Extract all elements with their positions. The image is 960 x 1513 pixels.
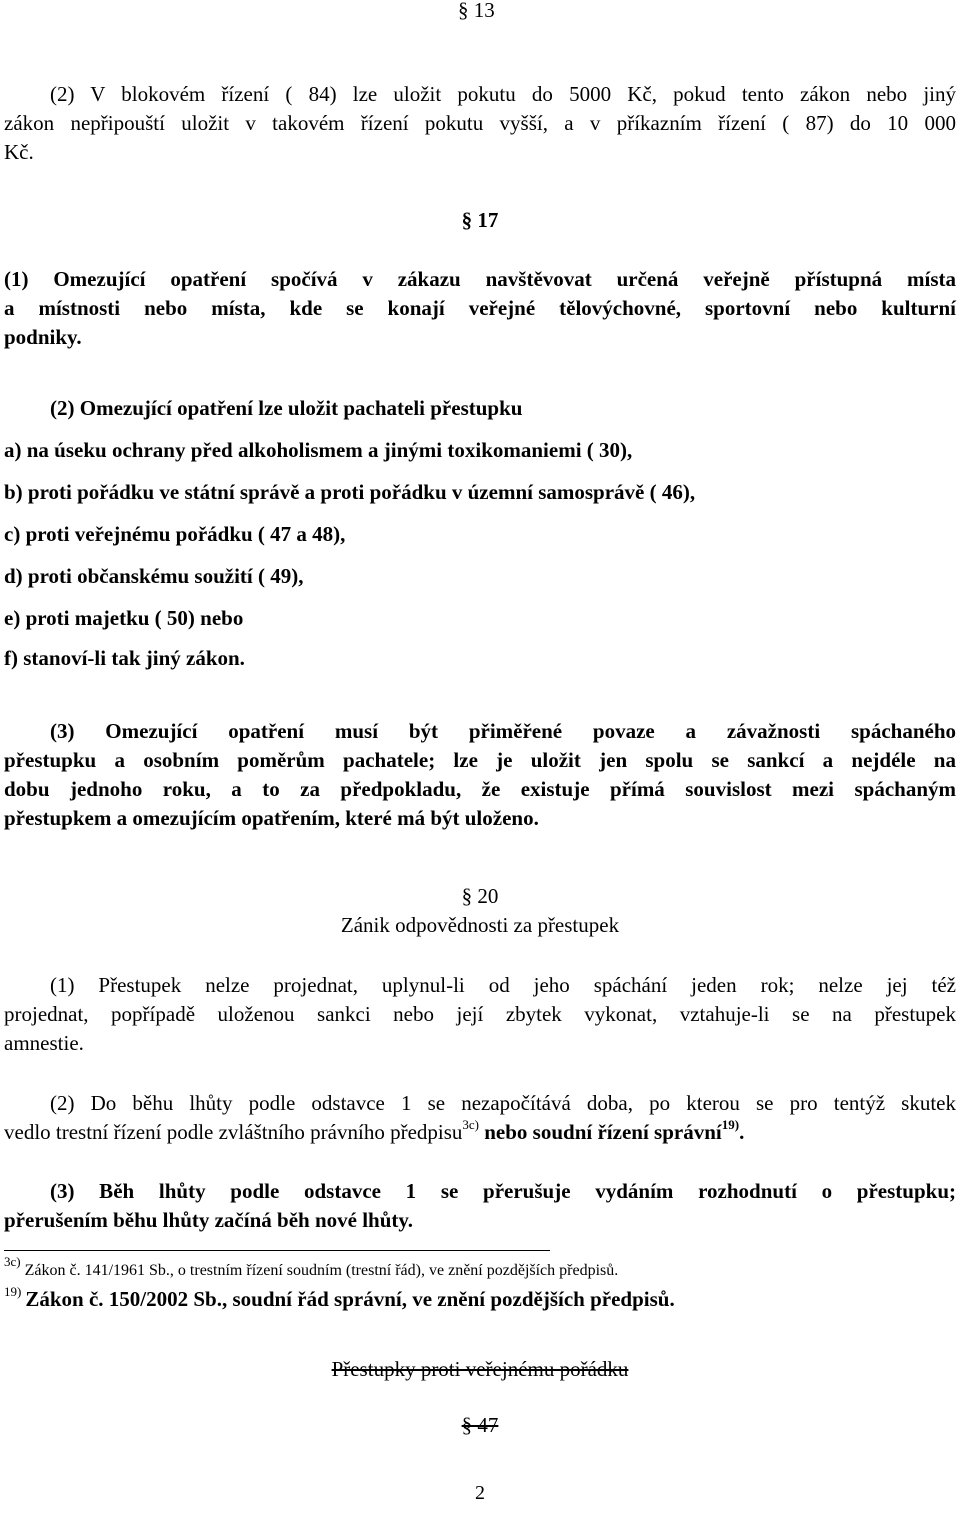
list-item-c: c) proti veřejnému pořádku ( 47 a 48), — [4, 522, 346, 546]
paragraph-line: přerušením běhu lhůty začíná běh nové lhůty. — [4, 1208, 413, 1232]
footnote-text: Zákon č. 141/1961 Sb., o trestním řízení soudním (trestní řád), ve znění pozdějších předpisů. — [24, 1262, 619, 1279]
list-item-b: b) proti pořádku ve státní správě a proti pořádku v územní samosprávě ( 46), — [4, 480, 696, 504]
paragraph-17-2-intro: (2) Omezující opatření lze uložit pachateli přestupku — [50, 396, 523, 420]
footnote-mark: 3c) — [4, 1254, 21, 1269]
struck-section-heading-47: § 47 — [461, 1413, 499, 1437]
footnote-ref-19[interactable]: 19) — [721, 1117, 740, 1132]
paragraph-line: přestupkem a omezujícím opatřením, které má být uloženo. — [4, 806, 539, 830]
paragraph-20-1 — [4, 971, 956, 1058]
paragraph-line: Kč. — [4, 140, 34, 164]
list-item-d: d) proti občanskému soužití ( 49), — [4, 564, 304, 588]
section-heading-13: § 13 — [458, 0, 495, 22]
paragraph-line: projednat, popřípadě uloženou sankci nebo její zbytek vykonat, vztahuje-li se na přestupek — [4, 1002, 956, 1026]
paragraph-blokove-rizeni — [4, 80, 956, 167]
footnote-mark: 19) — [4, 1284, 22, 1299]
paragraph-line: (2) V blokovém řízení ( 84) lze uložit pokutu do 5000 Kč, pokud tento zákon nebo jiný — [50, 82, 956, 106]
list-item-a: a) na úseku ochrany před alkoholismem a jinými toxikomaniemi ( 30), — [4, 438, 633, 462]
paragraph-line: zákon nepřipouští uložit v takovém řízení pokutu vyšší, a v příkazním řízení ( 87) do 10 000 — [4, 111, 956, 135]
paragraph-17-3 — [4, 717, 956, 833]
struck-part-title: Přestupky proti veřejnému pořádku — [331, 1357, 629, 1381]
paragraph-line: (1) Přestupek nelze projednat, uplynul-li od jeho spáchání jeden rok; nelze jej též — [50, 973, 956, 997]
footnote-separator — [4, 1250, 550, 1251]
paragraph-text: vedlo trestní řízení podle zvláštního právního předpisu — [4, 1120, 463, 1144]
footnote-19 — [4, 1284, 675, 1312]
paragraph-17-1 — [4, 265, 956, 352]
paragraph-line: amnestie. — [4, 1031, 84, 1055]
paragraph-text-bold: . — [739, 1120, 745, 1144]
paragraph-line: (2) Do běhu lhůty podle odstavce 1 se nezapočítává doba, po kterou se pro tentýž skutek — [50, 1091, 956, 1115]
paragraph-line: přestupku a osobním poměrům pachatele; lze je uložit jen spolu se sankcí a nejdéle na — [4, 748, 956, 772]
footnote-ref-3c[interactable]: 3c) — [462, 1117, 479, 1132]
page-number: 2 — [475, 1482, 485, 1504]
paragraph-text-bold: nebo soudní řízení správní — [479, 1120, 722, 1144]
section-title-20: Zánik odpovědnosti za přestupek — [340, 913, 620, 937]
footnote-text: Zákon č. 150/2002 Sb., soudní řád správní, ve znění pozdějších předpisů. — [25, 1287, 675, 1311]
paragraph-line: podniky. — [4, 325, 82, 349]
list-item-f: f) stanoví-li tak jiný zákon. — [4, 646, 245, 670]
paragraph-20-2 — [4, 1089, 956, 1147]
paragraph-line — [4, 1118, 956, 1147]
section-heading-20: § 20 — [461, 884, 499, 908]
list-item-e: e) proti majetku ( 50) nebo — [4, 606, 244, 630]
paragraph-line: (3) Omezující opatření musí být přiměřené povaze a závažnosti spáchaného — [50, 719, 956, 743]
paragraph-20-3 — [4, 1177, 956, 1235]
paragraph-line: (3) Běh lhůty podle odstavce 1 se přerušuje vydáním rozhodnutí o přestupku; — [50, 1179, 956, 1203]
footnote-3c — [4, 1254, 619, 1280]
paragraph-line: a místnosti nebo místa, kde se konají veřejné tělovýchovné, sportovní nebo kulturní — [4, 296, 956, 320]
paragraph-line: dobu jednoho roku, a to za předpokladu, že existuje přímá souvislost mezi spáchaným — [4, 777, 956, 801]
section-heading-17: § 17 — [461, 208, 499, 232]
paragraph-line: (1) Omezující opatření spočívá v zákazu navštěvovat určená veřejně přístupná místa — [4, 267, 956, 291]
